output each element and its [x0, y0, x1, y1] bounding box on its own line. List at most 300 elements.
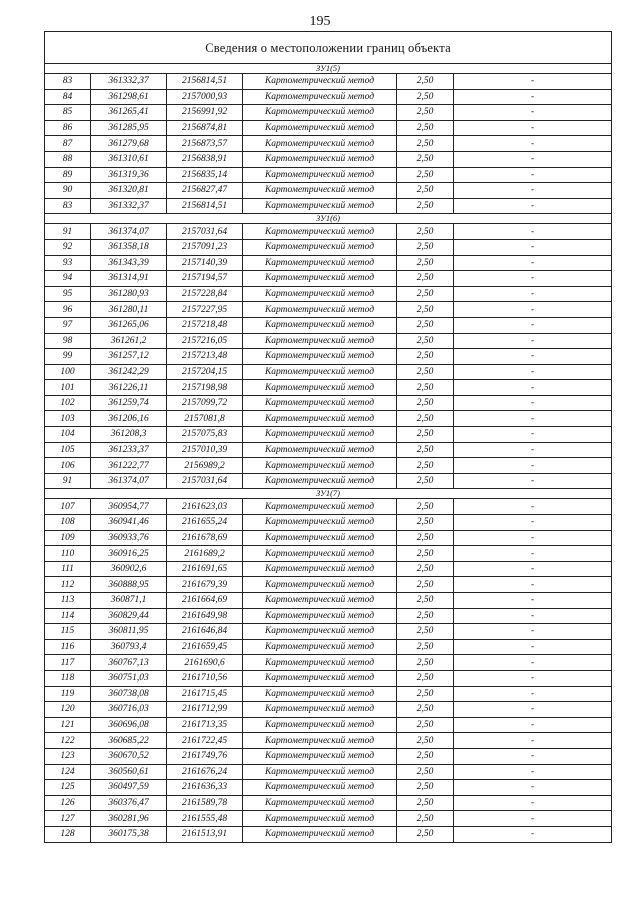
y-coordinate-cell: 2157000,93: [167, 89, 243, 105]
accuracy-cell: 2,50: [397, 317, 454, 333]
accuracy-cell: 2,50: [397, 561, 454, 577]
y-coordinate-cell: 2157031,64: [167, 473, 243, 489]
point-number-cell: 109: [45, 530, 91, 546]
description-cell: -: [454, 733, 612, 749]
accuracy-cell: 2,50: [397, 136, 454, 152]
x-coordinate-cell: 360670,52: [91, 748, 167, 764]
y-coordinate-cell: 2161678,69: [167, 530, 243, 546]
accuracy-cell: 2,50: [397, 411, 454, 427]
description-cell: -: [454, 411, 612, 427]
method-cell: Картометрический метод: [243, 302, 397, 318]
x-coordinate-cell: 360916,25: [91, 546, 167, 562]
y-coordinate-cell: 2161623,03: [167, 499, 243, 515]
point-number-cell: 106: [45, 458, 91, 474]
y-coordinate-cell: 2161555,48: [167, 811, 243, 827]
section-label: ЗУ1(5): [45, 64, 612, 74]
description-cell: -: [454, 167, 612, 183]
y-coordinate-cell: 2157227,95: [167, 302, 243, 318]
description-cell: -: [454, 395, 612, 411]
x-coordinate-cell: 361265,41: [91, 105, 167, 121]
accuracy-cell: 2,50: [397, 717, 454, 733]
x-coordinate-cell: 361314,91: [91, 271, 167, 287]
point-number-cell: 88: [45, 151, 91, 167]
method-cell: Картометрический метод: [243, 593, 397, 609]
point-number-cell: 121: [45, 717, 91, 733]
method-cell: Картометрический метод: [243, 224, 397, 240]
point-number-cell: 91: [45, 473, 91, 489]
table-row: [45, 702, 612, 718]
table-row: [45, 105, 612, 121]
y-coordinate-cell: 2161513,91: [167, 826, 243, 842]
y-coordinate-cell: 2161659,45: [167, 639, 243, 655]
x-coordinate-cell: 361257,12: [91, 349, 167, 365]
table-row: [45, 120, 612, 136]
accuracy-cell: 2,50: [397, 546, 454, 562]
x-coordinate-cell: 360829,44: [91, 608, 167, 624]
y-coordinate-cell: 2157198,98: [167, 380, 243, 396]
y-coordinate-cell: 2161713,35: [167, 717, 243, 733]
table-row: [45, 89, 612, 105]
accuracy-cell: 2,50: [397, 183, 454, 199]
description-cell: -: [454, 795, 612, 811]
accuracy-cell: 2,50: [397, 442, 454, 458]
method-cell: Картометрический метод: [243, 639, 397, 655]
method-cell: Картометрический метод: [243, 748, 397, 764]
method-cell: Картометрический метод: [243, 349, 397, 365]
method-cell: Картометрический метод: [243, 473, 397, 489]
table-row: [45, 780, 612, 796]
point-number-cell: 91: [45, 224, 91, 240]
y-coordinate-cell: 2161712,99: [167, 702, 243, 718]
x-coordinate-cell: 360751,03: [91, 670, 167, 686]
y-coordinate-cell: 2161710,56: [167, 670, 243, 686]
accuracy-cell: 2,50: [397, 639, 454, 655]
method-cell: Картометрический метод: [243, 458, 397, 474]
method-cell: Картометрический метод: [243, 74, 397, 90]
point-number-cell: 107: [45, 499, 91, 515]
table-row: [45, 670, 612, 686]
table-row: [45, 380, 612, 396]
y-coordinate-cell: 2157213,48: [167, 349, 243, 365]
accuracy-cell: 2,50: [397, 89, 454, 105]
y-coordinate-cell: 2156835,14: [167, 167, 243, 183]
method-cell: Картометрический метод: [243, 780, 397, 796]
method-cell: Картометрический метод: [243, 577, 397, 593]
description-cell: -: [454, 624, 612, 640]
y-coordinate-cell: 2161649,98: [167, 608, 243, 624]
point-number-cell: 112: [45, 577, 91, 593]
method-cell: Картометрический метод: [243, 333, 397, 349]
x-coordinate-cell: 361226,11: [91, 380, 167, 396]
x-coordinate-cell: 360871,1: [91, 593, 167, 609]
x-coordinate-cell: 361242,29: [91, 364, 167, 380]
method-cell: Картометрический метод: [243, 105, 397, 121]
y-coordinate-cell: 2161749,76: [167, 748, 243, 764]
x-coordinate-cell: 360767,13: [91, 655, 167, 671]
table-row: [45, 395, 612, 411]
y-coordinate-cell: 2156814,51: [167, 74, 243, 90]
y-coordinate-cell: 2161676,24: [167, 764, 243, 780]
point-number-cell: 85: [45, 105, 91, 121]
point-number-cell: 123: [45, 748, 91, 764]
x-coordinate-cell: 360941,46: [91, 515, 167, 531]
description-cell: -: [454, 74, 612, 90]
method-cell: Картометрический метод: [243, 733, 397, 749]
table-row: [45, 733, 612, 749]
method-cell: Картометрический метод: [243, 795, 397, 811]
method-cell: Картометрический метод: [243, 120, 397, 136]
x-coordinate-cell: 360560,61: [91, 764, 167, 780]
section-header-row: [45, 64, 612, 74]
table-row: [45, 795, 612, 811]
accuracy-cell: 2,50: [397, 286, 454, 302]
y-coordinate-cell: 2157075,83: [167, 427, 243, 443]
description-cell: -: [454, 183, 612, 199]
y-coordinate-cell: 2156873,57: [167, 136, 243, 152]
table-row: [45, 655, 612, 671]
point-number-cell: 127: [45, 811, 91, 827]
y-coordinate-cell: 2156827,47: [167, 183, 243, 199]
method-cell: Картометрический метод: [243, 395, 397, 411]
table-row: [45, 151, 612, 167]
description-cell: -: [454, 427, 612, 443]
accuracy-cell: 2,50: [397, 655, 454, 671]
point-number-cell: 125: [45, 780, 91, 796]
x-coordinate-cell: 360902,6: [91, 561, 167, 577]
description-cell: -: [454, 380, 612, 396]
accuracy-cell: 2,50: [397, 577, 454, 593]
point-number-cell: 126: [45, 795, 91, 811]
description-cell: -: [454, 748, 612, 764]
table-row: [45, 286, 612, 302]
table-row: [45, 826, 612, 842]
x-coordinate-cell: 361280,93: [91, 286, 167, 302]
description-cell: -: [454, 530, 612, 546]
x-coordinate-cell: 360793,4: [91, 639, 167, 655]
point-number-cell: 98: [45, 333, 91, 349]
accuracy-cell: 2,50: [397, 349, 454, 365]
description-cell: -: [454, 286, 612, 302]
y-coordinate-cell: 2157204,15: [167, 364, 243, 380]
description-cell: -: [454, 302, 612, 318]
table-row: [45, 317, 612, 333]
method-cell: Картометрический метод: [243, 442, 397, 458]
accuracy-cell: 2,50: [397, 120, 454, 136]
method-cell: Картометрический метод: [243, 286, 397, 302]
point-number-cell: 86: [45, 120, 91, 136]
accuracy-cell: 2,50: [397, 255, 454, 271]
y-coordinate-cell: 2157218,48: [167, 317, 243, 333]
y-coordinate-cell: 2156874,81: [167, 120, 243, 136]
y-coordinate-cell: 2157216,05: [167, 333, 243, 349]
x-coordinate-cell: 360281,96: [91, 811, 167, 827]
method-cell: Картометрический метод: [243, 151, 397, 167]
accuracy-cell: 2,50: [397, 333, 454, 349]
boundary-coordinates-table: [44, 31, 612, 843]
method-cell: Картометрический метод: [243, 608, 397, 624]
y-coordinate-cell: 2157140,39: [167, 255, 243, 271]
table-row: [45, 593, 612, 609]
point-number-cell: 94: [45, 271, 91, 287]
description-cell: -: [454, 198, 612, 214]
point-number-cell: 101: [45, 380, 91, 396]
point-number-cell: 119: [45, 686, 91, 702]
y-coordinate-cell: 2161589,78: [167, 795, 243, 811]
description-cell: -: [454, 151, 612, 167]
table-row: [45, 624, 612, 640]
point-number-cell: 118: [45, 670, 91, 686]
x-coordinate-cell: 360716,03: [91, 702, 167, 718]
description-cell: -: [454, 442, 612, 458]
description-cell: -: [454, 255, 612, 271]
y-coordinate-cell: 2156838,91: [167, 151, 243, 167]
point-number-cell: 96: [45, 302, 91, 318]
table-row: [45, 499, 612, 515]
section-label: ЗУ1(7): [45, 489, 612, 499]
description-cell: -: [454, 515, 612, 531]
table-row: [45, 608, 612, 624]
x-coordinate-cell: 361358,18: [91, 239, 167, 255]
y-coordinate-cell: 2161655,24: [167, 515, 243, 531]
y-coordinate-cell: 2157081,8: [167, 411, 243, 427]
point-number-cell: 83: [45, 74, 91, 90]
method-cell: Картометрический метод: [243, 499, 397, 515]
description-cell: -: [454, 239, 612, 255]
table-row: [45, 167, 612, 183]
x-coordinate-cell: 361320,81: [91, 183, 167, 199]
y-coordinate-cell: 2161679,39: [167, 577, 243, 593]
table-row: [45, 561, 612, 577]
table-row: [45, 442, 612, 458]
method-cell: Картометрический метод: [243, 561, 397, 577]
x-coordinate-cell: 361233,37: [91, 442, 167, 458]
method-cell: Картометрический метод: [243, 764, 397, 780]
description-cell: -: [454, 717, 612, 733]
table-row: [45, 239, 612, 255]
method-cell: Картометрический метод: [243, 655, 397, 671]
x-coordinate-cell: 360954,77: [91, 499, 167, 515]
description-cell: -: [454, 224, 612, 240]
point-number-cell: 99: [45, 349, 91, 365]
method-cell: Картометрический метод: [243, 702, 397, 718]
description-cell: -: [454, 702, 612, 718]
point-number-cell: 115: [45, 624, 91, 640]
x-coordinate-cell: 361222,77: [91, 458, 167, 474]
method-cell: Картометрический метод: [243, 826, 397, 842]
method-cell: Картометрический метод: [243, 317, 397, 333]
table-row: [45, 198, 612, 214]
description-cell: -: [454, 546, 612, 562]
accuracy-cell: 2,50: [397, 105, 454, 121]
accuracy-cell: 2,50: [397, 608, 454, 624]
x-coordinate-cell: 360497,59: [91, 780, 167, 796]
x-coordinate-cell: 361319,36: [91, 167, 167, 183]
section-header-row: [45, 214, 612, 224]
x-coordinate-cell: 361332,37: [91, 74, 167, 90]
x-coordinate-cell: 361343,39: [91, 255, 167, 271]
accuracy-cell: 2,50: [397, 811, 454, 827]
accuracy-cell: 2,50: [397, 515, 454, 531]
accuracy-cell: 2,50: [397, 151, 454, 167]
accuracy-cell: 2,50: [397, 74, 454, 90]
table-row: [45, 427, 612, 443]
description-cell: -: [454, 826, 612, 842]
accuracy-cell: 2,50: [397, 702, 454, 718]
y-coordinate-cell: 2157010,39: [167, 442, 243, 458]
point-number-cell: 110: [45, 546, 91, 562]
description-cell: -: [454, 561, 612, 577]
point-number-cell: 124: [45, 764, 91, 780]
description-cell: -: [454, 577, 612, 593]
point-number-cell: 87: [45, 136, 91, 152]
table-title-row: [45, 32, 612, 64]
accuracy-cell: 2,50: [397, 380, 454, 396]
accuracy-cell: 2,50: [397, 167, 454, 183]
accuracy-cell: 2,50: [397, 530, 454, 546]
table-row: [45, 577, 612, 593]
table-row: [45, 748, 612, 764]
point-number-cell: 120: [45, 702, 91, 718]
accuracy-cell: 2,50: [397, 499, 454, 515]
x-coordinate-cell: 361206,16: [91, 411, 167, 427]
method-cell: Картометрический метод: [243, 624, 397, 640]
x-coordinate-cell: 361374,07: [91, 473, 167, 489]
point-number-cell: 111: [45, 561, 91, 577]
page-number: 195: [309, 14, 331, 29]
accuracy-cell: 2,50: [397, 271, 454, 287]
description-cell: -: [454, 349, 612, 365]
x-coordinate-cell: 361279,68: [91, 136, 167, 152]
method-cell: Картометрический метод: [243, 811, 397, 827]
table-row: [45, 764, 612, 780]
method-cell: Картометрический метод: [243, 167, 397, 183]
y-coordinate-cell: 2157099,72: [167, 395, 243, 411]
y-coordinate-cell: 2161689,2: [167, 546, 243, 562]
accuracy-cell: 2,50: [397, 302, 454, 318]
description-cell: -: [454, 764, 612, 780]
accuracy-cell: 2,50: [397, 427, 454, 443]
x-coordinate-cell: 360696,08: [91, 717, 167, 733]
description-cell: -: [454, 136, 612, 152]
point-number-cell: 116: [45, 639, 91, 655]
table-row: [45, 458, 612, 474]
y-coordinate-cell: 2156991,92: [167, 105, 243, 121]
accuracy-cell: 2,50: [397, 795, 454, 811]
point-number-cell: 114: [45, 608, 91, 624]
accuracy-cell: 2,50: [397, 224, 454, 240]
accuracy-cell: 2,50: [397, 780, 454, 796]
description-cell: -: [454, 608, 612, 624]
method-cell: Картометрический метод: [243, 239, 397, 255]
table-row: [45, 411, 612, 427]
accuracy-cell: 2,50: [397, 826, 454, 842]
description-cell: -: [454, 670, 612, 686]
accuracy-cell: 2,50: [397, 748, 454, 764]
method-cell: Картометрический метод: [243, 530, 397, 546]
y-coordinate-cell: 2161636,33: [167, 780, 243, 796]
description-cell: -: [454, 105, 612, 121]
method-cell: Картометрический метод: [243, 255, 397, 271]
method-cell: Картометрический метод: [243, 89, 397, 105]
method-cell: Картометрический метод: [243, 515, 397, 531]
method-cell: Картометрический метод: [243, 411, 397, 427]
method-cell: Картометрический метод: [243, 546, 397, 562]
point-number-cell: 84: [45, 89, 91, 105]
point-number-cell: 128: [45, 826, 91, 842]
method-cell: Картометрический метод: [243, 364, 397, 380]
method-cell: Картометрический метод: [243, 686, 397, 702]
description-cell: -: [454, 686, 612, 702]
description-cell: -: [454, 780, 612, 796]
y-coordinate-cell: 2157228,84: [167, 286, 243, 302]
accuracy-cell: 2,50: [397, 733, 454, 749]
point-number-cell: 89: [45, 167, 91, 183]
table-row: [45, 717, 612, 733]
description-cell: -: [454, 333, 612, 349]
table-body: [45, 32, 612, 843]
x-coordinate-cell: 361285,95: [91, 120, 167, 136]
accuracy-cell: 2,50: [397, 473, 454, 489]
table-row: [45, 530, 612, 546]
description-cell: -: [454, 639, 612, 655]
x-coordinate-cell: 361259,74: [91, 395, 167, 411]
description-cell: -: [454, 499, 612, 515]
description-cell: -: [454, 364, 612, 380]
table-row: [45, 811, 612, 827]
method-cell: Картометрический метод: [243, 427, 397, 443]
point-number-cell: 105: [45, 442, 91, 458]
method-cell: Картометрический метод: [243, 380, 397, 396]
accuracy-cell: 2,50: [397, 624, 454, 640]
table-row: [45, 74, 612, 90]
x-coordinate-cell: 361280,11: [91, 302, 167, 318]
table-title: Сведения о местоположении границ объекта: [45, 32, 612, 64]
y-coordinate-cell: 2161722,45: [167, 733, 243, 749]
description-cell: -: [454, 655, 612, 671]
point-number-cell: 83: [45, 198, 91, 214]
point-number-cell: 102: [45, 395, 91, 411]
table-row: [45, 546, 612, 562]
accuracy-cell: 2,50: [397, 593, 454, 609]
table-row: [45, 473, 612, 489]
description-cell: -: [454, 120, 612, 136]
x-coordinate-cell: 360811,95: [91, 624, 167, 640]
table-row: [45, 333, 612, 349]
table-row: [45, 302, 612, 318]
description-cell: -: [454, 458, 612, 474]
point-number-cell: 97: [45, 317, 91, 333]
x-coordinate-cell: 361310,61: [91, 151, 167, 167]
x-coordinate-cell: 360738,08: [91, 686, 167, 702]
x-coordinate-cell: 360376,47: [91, 795, 167, 811]
description-cell: -: [454, 271, 612, 287]
method-cell: Картометрический метод: [243, 136, 397, 152]
method-cell: Картометрический метод: [243, 198, 397, 214]
description-cell: -: [454, 811, 612, 827]
table-row: [45, 349, 612, 365]
x-coordinate-cell: 361374,07: [91, 224, 167, 240]
point-number-cell: 100: [45, 364, 91, 380]
description-cell: -: [454, 473, 612, 489]
point-number-cell: 93: [45, 255, 91, 271]
table-row: [45, 639, 612, 655]
x-coordinate-cell: 360933,76: [91, 530, 167, 546]
y-coordinate-cell: 2157091,23: [167, 239, 243, 255]
y-coordinate-cell: 2156989,2: [167, 458, 243, 474]
x-coordinate-cell: 361332,37: [91, 198, 167, 214]
x-coordinate-cell: 361265,06: [91, 317, 167, 333]
y-coordinate-cell: 2161646,84: [167, 624, 243, 640]
